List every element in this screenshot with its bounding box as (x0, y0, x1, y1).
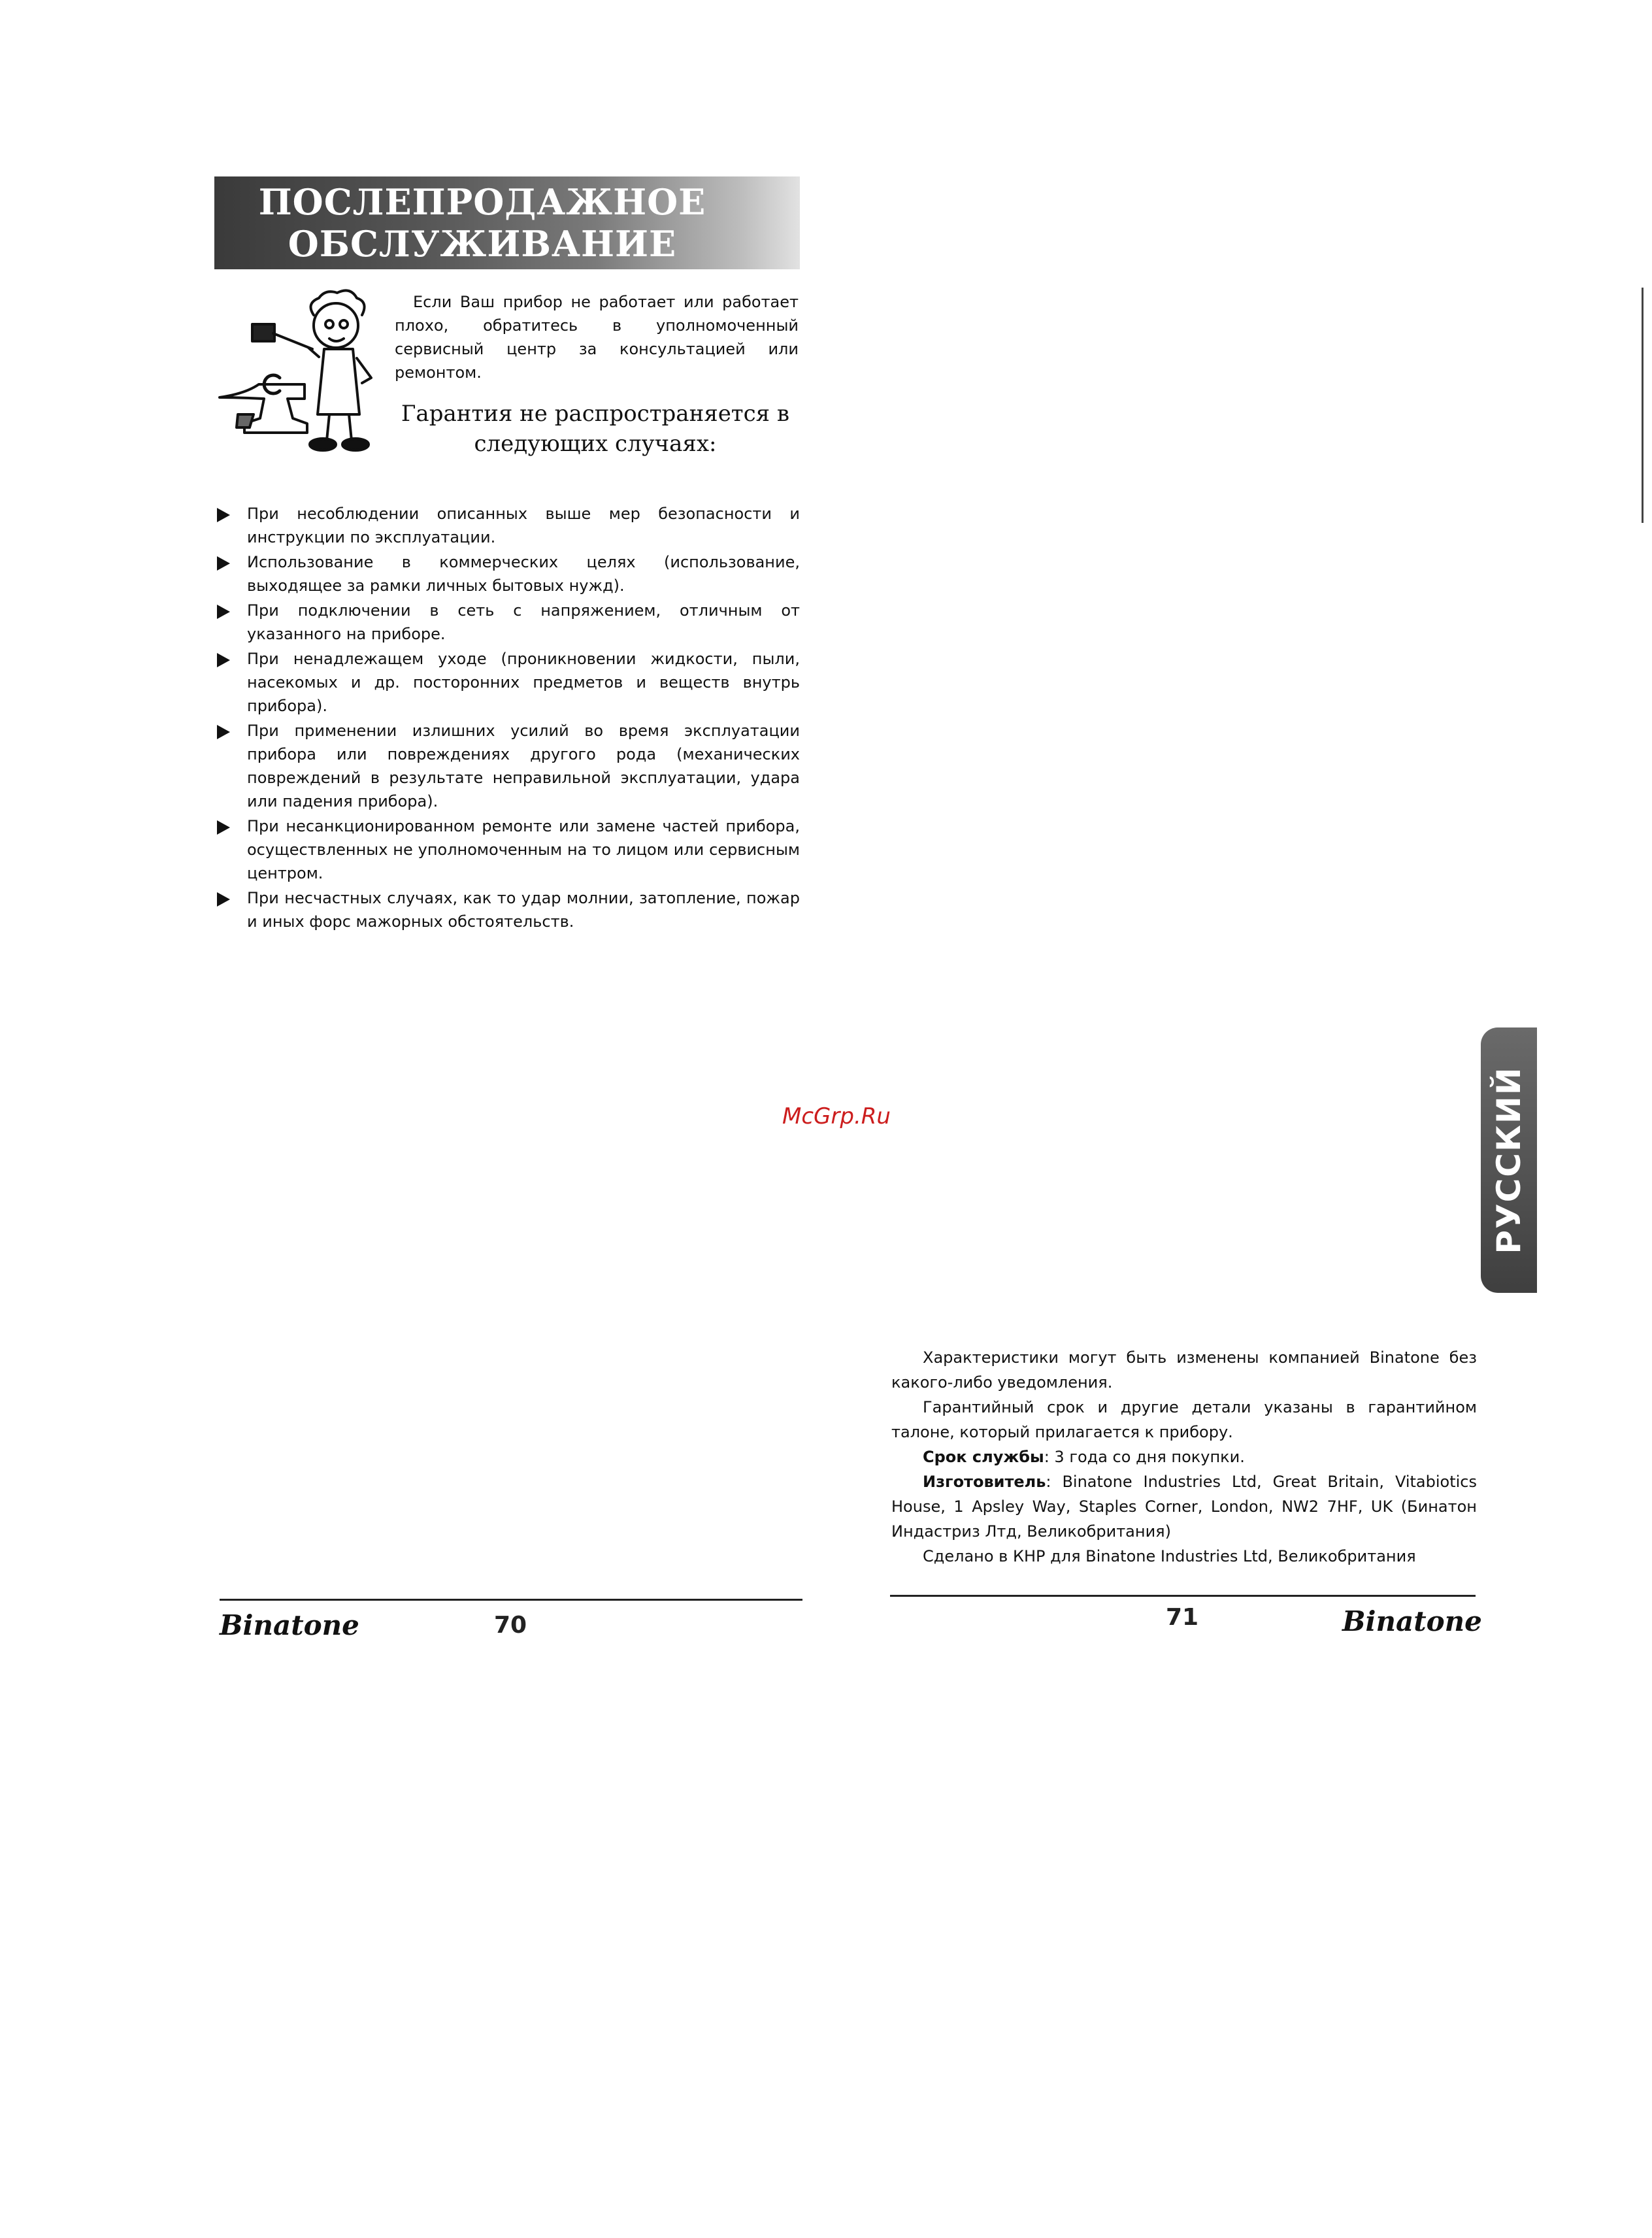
bullet-triangle-icon (217, 653, 230, 667)
specifications-block (891, 1345, 1477, 1569)
manufacturer-value: : Binatone Industries Ltd, Great Britain, Vitabiotics House, 1 Apsley Way, Staples Corner, London, NW2 7HF, UK (Бинатон Индастриз Лтд, Великобритания) (891, 1473, 1477, 1541)
intro-paragraph: Если Ваш прибор не работает или работает плохо, обратитесь в уполномоченный сервисный центр за консультацией или ремонтом. (395, 293, 799, 382)
section-title-line2: ОБСЛУЖИВАНИЕ (288, 223, 677, 265)
list-item: Использование в коммерческих целях (использование, выходящее за рамки личных бытовых нужд). (216, 550, 800, 597)
bullet-triangle-icon (217, 820, 230, 835)
warranty-note: Гарантийный срок и другие детали указаны в гарантийном талоне, который прилагается к прибору. (891, 1398, 1477, 1441)
bullet-triangle-icon (217, 508, 230, 522)
page-edge-line (1642, 288, 1644, 523)
manufacturer (891, 1469, 1477, 1544)
section-title-line1: ПОСЛЕПРОДАЖНОЕ (258, 181, 706, 223)
section-title-banner (214, 176, 800, 269)
page-number-left: 70 (494, 1612, 527, 1639)
footer-rule-right (890, 1595, 1476, 1597)
brand-logo-left: Binatone (220, 1609, 359, 1641)
service-life-label: Срок службы (923, 1448, 1044, 1466)
list-item: При применении излишних усилий во время эксплуатации прибора или повреждениях другого рода (механических повреждений в результате неправильной эксплуатации, удара или падения прибора). (216, 719, 800, 813)
language-tab-label: РУССКИЙ (1490, 1066, 1528, 1254)
manufacturer-label: Изготовитель (923, 1473, 1046, 1491)
bullet-triangle-icon (217, 556, 230, 571)
language-tab (1481, 1027, 1537, 1293)
list-item: При ненадлежащем уходе (проникновении жидкости, пыли, насекомых и др. посторонних предметов и веществ внутрь прибора). (216, 647, 800, 718)
spec-note: Характеристики могут быть изменены компанией Binatone без какого-либо уведомления. (891, 1348, 1477, 1392)
bullet-triangle-icon (217, 892, 230, 907)
list-item: При несчастных случаях, как то удар молнии, затопление, пожар и иных форс мажорных обстоятельств. (216, 886, 800, 933)
list-item: При несоблюдении описанных выше мер безопасности и инструкции по эксплуатации. (216, 502, 800, 549)
service-life-value: : 3 года со дня покупки. (1044, 1448, 1245, 1466)
list-item: При несанкционированном ремонте или замене частей прибора, осуществленных не уполномоченным на то лицом или сервисным центром. (216, 814, 800, 885)
made-in: Сделано в КНР для Binatone Industries Ltd, Великобритания (923, 1547, 1416, 1565)
list-item: При подключении в сеть с напряжением, отличным от указанного на приборе. (216, 599, 800, 646)
watermark: McGrp.Ru (782, 1103, 891, 1129)
bullet-triangle-icon (217, 605, 230, 619)
guarantee-heading: Гарантия не распространяется в следующих случаях: (401, 401, 790, 457)
service-life (891, 1445, 1477, 1469)
brand-logo-right: Binatone (1342, 1605, 1482, 1637)
page-number-right: 71 (1166, 1604, 1199, 1631)
footer-rule-left (220, 1599, 802, 1601)
bullet-triangle-icon (217, 725, 230, 739)
repairman-anvil-icon (214, 286, 392, 463)
exclusions-list (216, 502, 800, 935)
